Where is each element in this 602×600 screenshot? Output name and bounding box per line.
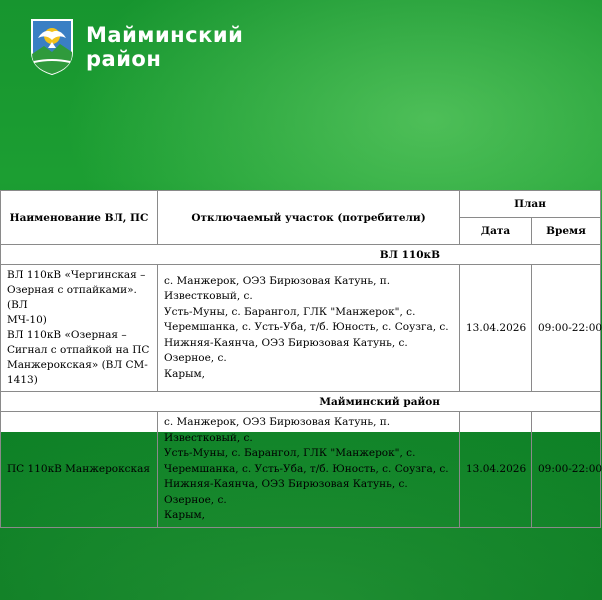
cell-text-line: Карым, — [164, 367, 205, 380]
section-title: Майминский район — [1, 392, 601, 412]
header-plan: План — [460, 191, 601, 218]
cell-text-line: ПС 110кВ Манжерокская — [7, 462, 151, 475]
header-name: Наименование ВЛ, ПС — [1, 191, 158, 245]
cell-text-line: Усть-Муны, с. Барангол, ГЛК "Манжерок", с. — [164, 447, 416, 459]
cell-text-line: Черемшанка, с. Усть-Уба, т/б. Юность, с. Соузга, с. — [164, 321, 449, 334]
cell-text-line: с. Манжерок, ОЭЗ Бирюзовая Катунь, п. Известковый, с. — [164, 274, 391, 303]
cell-text-line: ВЛ 110кВ «Чергинская – — [7, 269, 146, 281]
site-header — [30, 18, 243, 76]
affected-area-cell — [158, 265, 460, 392]
affected-area-cell — [158, 412, 460, 528]
date-cell: 13.04.2026 — [460, 412, 532, 528]
cell-text-line: Озерная с отпайками». (ВЛ — [7, 284, 137, 311]
table-row — [1, 265, 601, 392]
header-area: Отключаемый участок (потребители) — [158, 191, 460, 245]
cell-text-line: 1413) — [7, 374, 38, 386]
cell-text-line: Черемшанка, с. Усть-Уба, т/б. Юность, с. Соузга, с. — [164, 462, 449, 475]
header-date: Дата — [460, 218, 532, 245]
cell-text-line: Усть-Муны, с. Барангол, ГЛК "Манжерок", с. — [164, 305, 416, 318]
line-name-cell — [1, 265, 158, 392]
cell-text-line: Нижняя-Каянча, ОЭЗ Бирюзовая Катунь, с. Озерное, с. — [164, 478, 408, 506]
table-row — [1, 412, 601, 528]
header-row-1 — [1, 191, 601, 218]
header-time: Время — [532, 218, 601, 245]
cell-text-line: МЧ-10) — [7, 314, 47, 326]
cell-text-line: Карым, — [164, 509, 205, 521]
district-coat-of-arms-icon — [30, 18, 74, 76]
date-cell: 13.04.2026 — [460, 265, 532, 392]
cell-text-line: Манжерокская» (ВЛ СМ- — [7, 359, 148, 371]
brand-name — [86, 23, 243, 71]
brand-line-2: район — [86, 47, 162, 71]
cell-text-line: с. Манжерок, ОЭЗ Бирюзовая Катунь, п. Известковый, с. — [164, 416, 391, 444]
outage-schedule-document — [0, 190, 602, 521]
cell-text-line: Сигнал с отпайкой на ПС — [7, 344, 150, 356]
line-name-cell — [1, 412, 158, 528]
brand-line-1: Майминский — [86, 23, 244, 47]
outage-schedule-table — [0, 190, 601, 528]
time-cell: 09:00-22:00 — [532, 265, 601, 392]
section-row — [1, 245, 601, 265]
cell-text-line: ВЛ 110кВ «Озерная – — [7, 329, 127, 341]
section-title: ВЛ 110кВ — [1, 245, 601, 265]
cell-text-line: Нижняя-Каянча, ОЭЗ Бирюзовая Катунь, с. Озерное, с. — [164, 336, 408, 365]
section-row — [1, 392, 601, 412]
time-cell: 09:00-22:00 — [532, 412, 601, 528]
